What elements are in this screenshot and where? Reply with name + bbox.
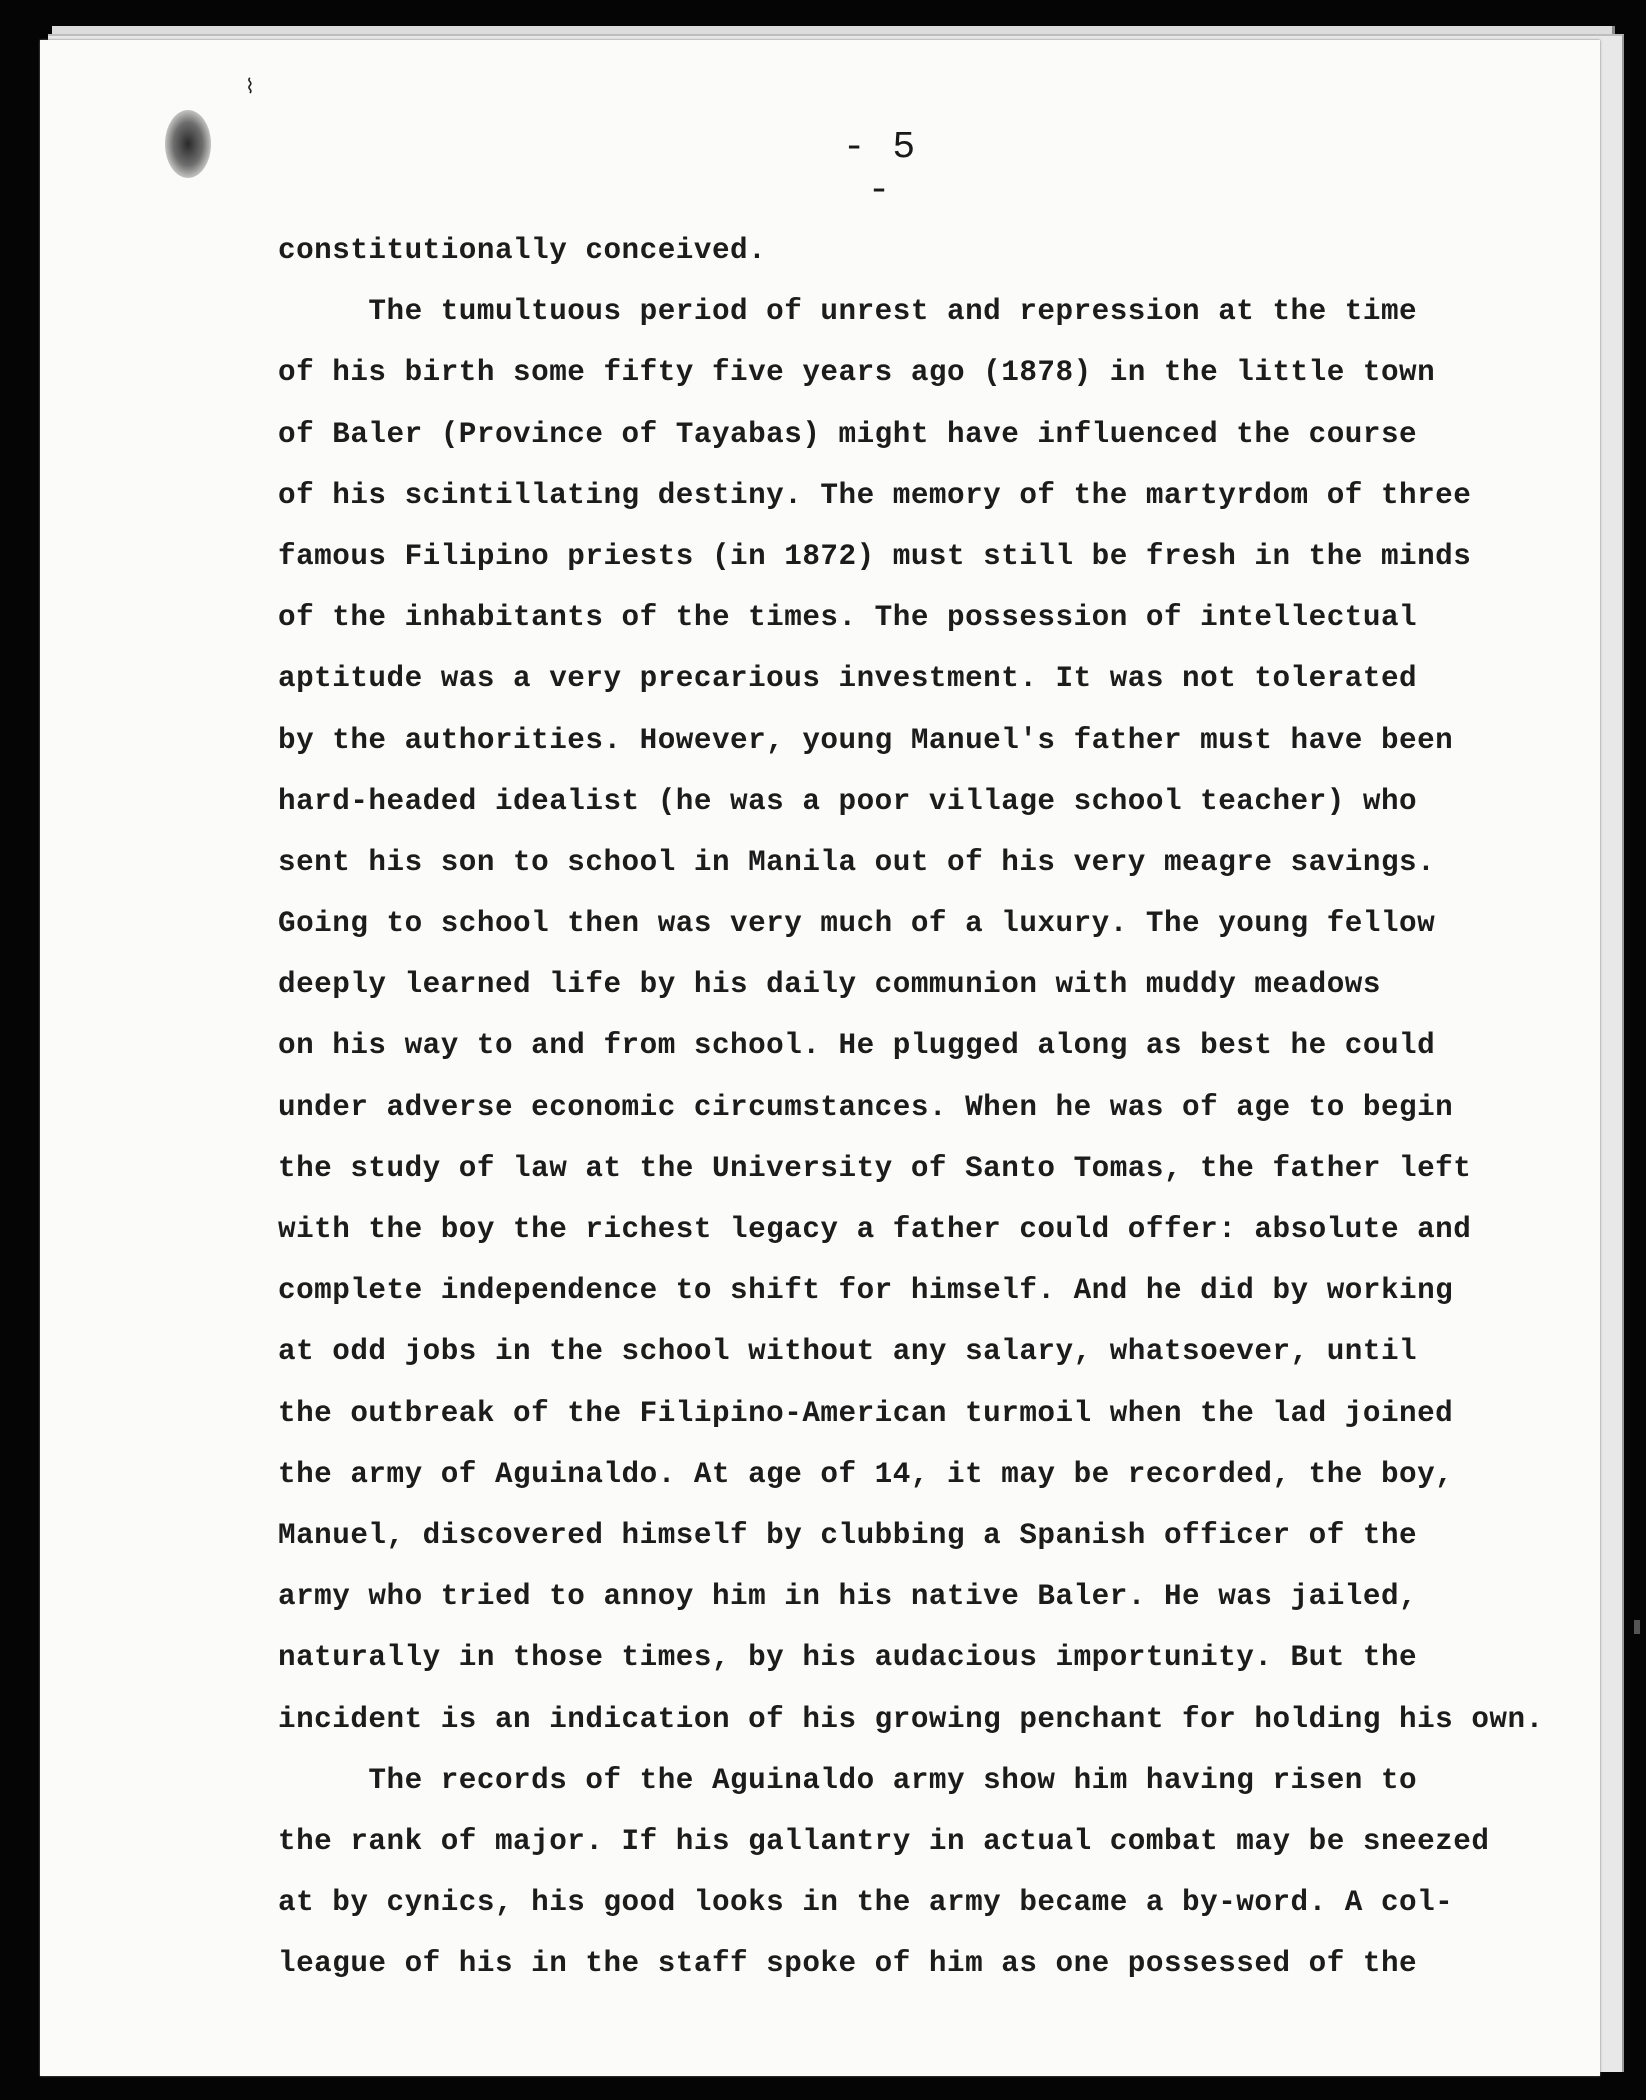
text-line: of Baler (Province of Tayabas) might have influenced the course: [278, 417, 1418, 451]
text-line: of the inhabitants of the times. The possession of intellectual: [278, 601, 1418, 635]
text-line: league of his in the staff spoke of him as one possessed of the: [278, 1947, 1418, 1981]
text-line: the rank of major. If his gallantry in actual combat may be sneezed: [278, 1824, 1490, 1858]
scan-edge-mark: [1634, 1620, 1640, 1634]
text-line: deeply learned life by his daily communion with muddy meadows: [278, 968, 1381, 1002]
text-line: of his birth some fifty five years ago (1878) in the little town: [278, 356, 1436, 390]
text-line: Going to school then was very much of a luxury. The young fellow: [278, 907, 1436, 941]
text-line: The tumultuous period of unrest and repression at the time: [278, 295, 1418, 329]
text-line: the outbreak of the Filipino-American turmoil when the lad joined: [278, 1396, 1454, 1430]
text-line: army who tried to annoy him in his native Baler. He was jailed,: [278, 1580, 1418, 1614]
ink-smudge: [165, 110, 211, 178]
text-line: at by cynics, his good looks in the army became a by-word. A col-: [278, 1886, 1454, 1920]
text-line: by the authorities. However, young Manuel's father must have been: [278, 723, 1454, 757]
text-line: Manuel, discovered himself by clubbing a Spanish officer of the: [278, 1518, 1418, 1552]
text-line: with the boy the richest legacy a father could offer: absolute and: [278, 1213, 1472, 1246]
text-line: constitutionally conceived.: [278, 234, 767, 267]
text-line: the army of Aguinaldo. At age of 14, it may be recorded, the boy,: [278, 1457, 1454, 1491]
text-line: at odd jobs in the school without any salary, whatsoever, until: [278, 1335, 1418, 1369]
text-line: hard-headed idealist (he was a poor village school teacher) who: [278, 784, 1418, 818]
text-line: under adverse economic circumstances. When he was of age to begin: [278, 1090, 1454, 1124]
paper-tear-mark: ⌇: [245, 74, 255, 98]
text-line: on his way to and from school. He plugged along as best he could: [278, 1029, 1436, 1063]
text-line: famous Filipino priests (in 1872) must still be fresh in the minds: [278, 539, 1472, 573]
text-line: naturally in those times, by his audacious importunity. But the: [278, 1641, 1418, 1675]
text-line: complete independence to shift for himself. And he did by working: [278, 1274, 1454, 1308]
text-line: aptitude was a very precarious investment. It was not tolerated: [278, 662, 1418, 696]
page-number: - 5 -: [842, 126, 918, 212]
text-line: the study of law at the University of Santo Tomas, the father left: [278, 1151, 1472, 1185]
text-line: The records of the Aguinaldo army show him having risen to: [278, 1763, 1418, 1797]
text-line: incident is an indication of his growing penchant for holding his own.: [278, 1702, 1544, 1736]
body-text: [278, 220, 1588, 1994]
text-line: sent his son to school in Manila out of his very meagre savings.: [278, 845, 1436, 879]
text-line: of his scintillating destiny. The memory of the martyrdom of three: [278, 478, 1472, 512]
document-page: [40, 40, 1600, 2076]
